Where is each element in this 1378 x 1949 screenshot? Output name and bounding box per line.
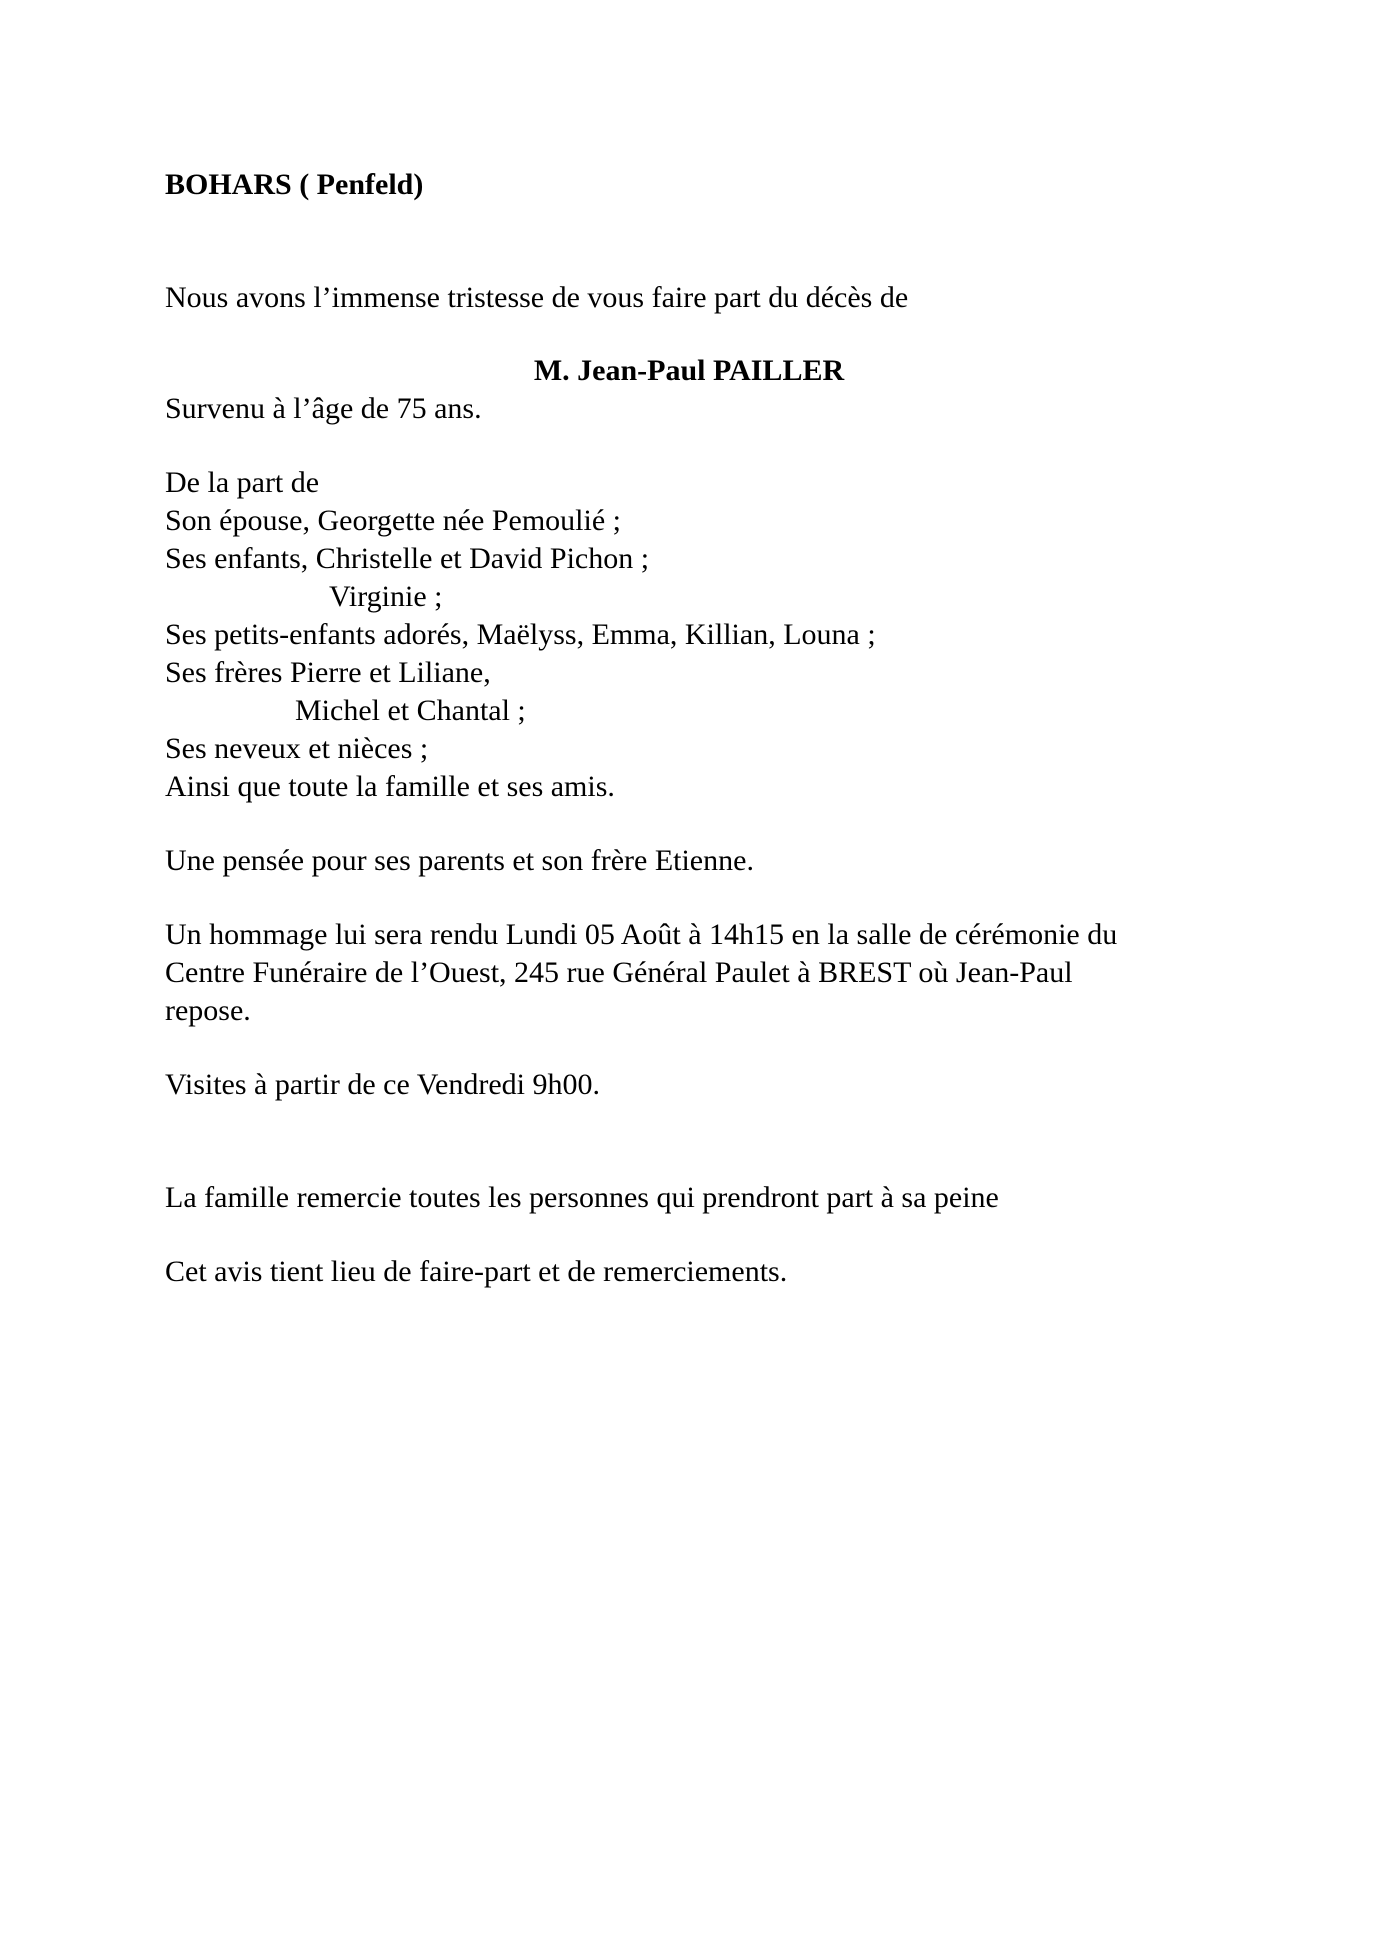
thought-line: Une pensée pour ses parents et son frère Etienne. — [165, 844, 754, 877]
family-line-grandchildren: Ses petits-enfants adorés, Maëlyss, Emma, Killian, Louna ; — [165, 618, 876, 651]
family-line-brothers: Ses frères Pierre et Liliane, — [165, 656, 491, 689]
deceased-name: M. Jean-Paul PAILLER — [533, 354, 845, 387]
family-line-all: Ainsi que toute la famille et ses amis. — [165, 770, 615, 803]
ceremony-line-2: Centre Funéraire de l’Ouest, 245 rue Général Paulet à BREST où Jean-Paul — [165, 956, 1073, 989]
ceremony-line-1: Un hommage lui sera rendu Lundi 05 Août à 14h15 en la salle de cérémonie du — [165, 918, 1118, 951]
thanks-line: La famille remercie toutes les personnes qui prendront part à sa peine — [165, 1181, 999, 1214]
family-intro: De la part de — [165, 466, 320, 499]
family-line-children-cont: Virginie ; — [329, 580, 443, 613]
age-line: Survenu à l’âge de 75 ans. — [165, 392, 482, 425]
family-line-children: Ses enfants, Christelle et David Pichon ; — [165, 542, 650, 575]
intro-text: Nous avons l’immense tristesse de vous faire part du décès de — [165, 281, 909, 314]
ceremony-line-3: repose. — [165, 994, 251, 1027]
location-heading: BOHARS ( Penfeld) — [165, 168, 424, 201]
notice-line: Cet avis tient lieu de faire-part et de remerciements. — [165, 1255, 788, 1288]
family-line-brothers-cont: Michel et Chantal ; — [295, 694, 526, 727]
family-line-spouse: Son épouse, Georgette née Pemoulié ; — [165, 504, 622, 537]
visits-line: Visites à partir de ce Vendredi 9h00. — [165, 1068, 601, 1101]
family-line-nephews: Ses neveux et nièces ; — [165, 732, 429, 765]
